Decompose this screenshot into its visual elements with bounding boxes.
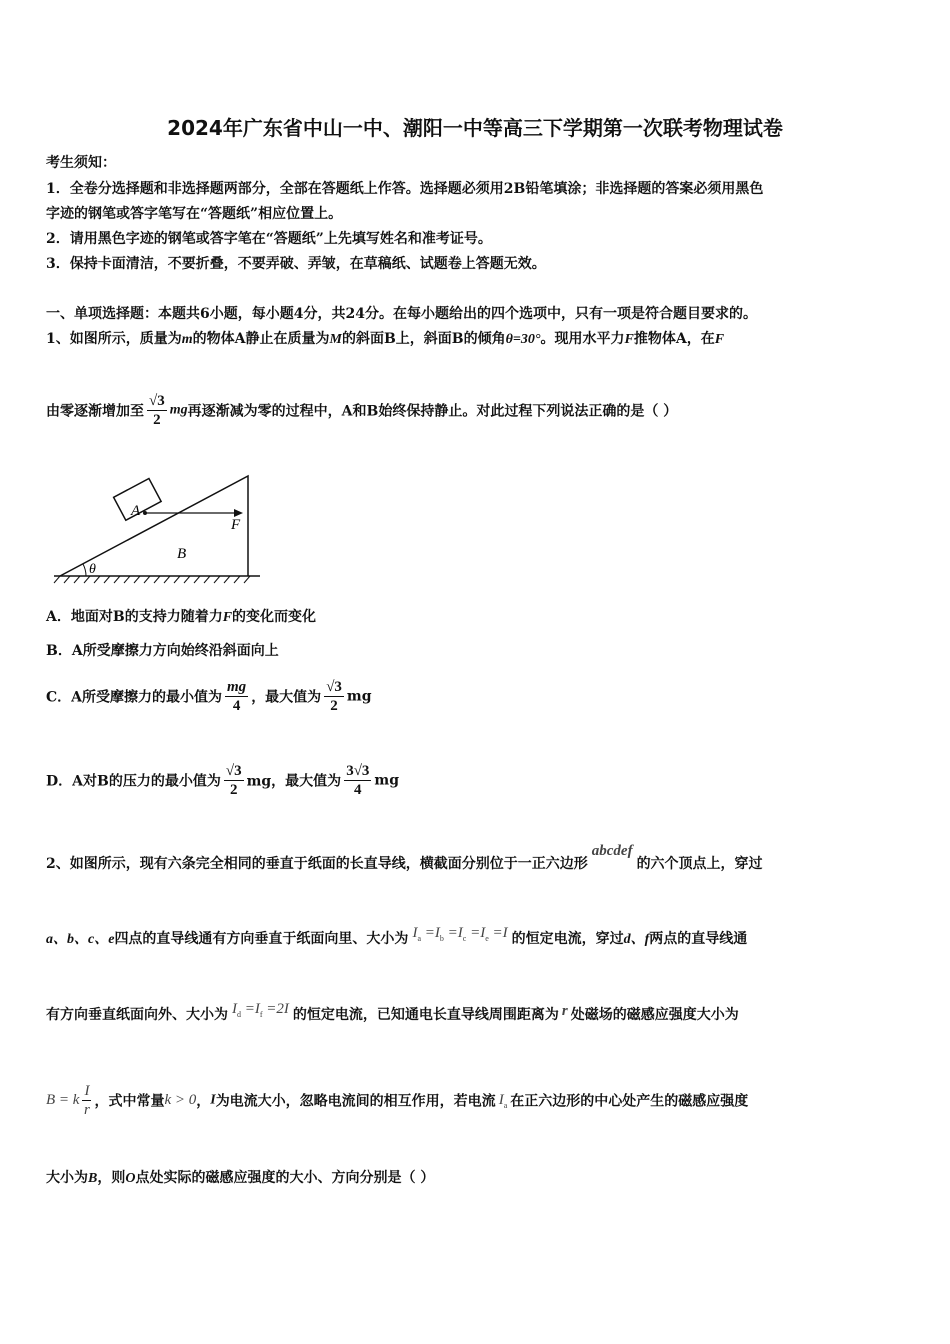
notice-item-1-cont: 字迹的钢笔或答字笔写在“答题纸”相应位置上。 (46, 206, 343, 222)
notice-item-1: 1．全卷分选择题和非选择题两部分，全部在答题纸上作答。选择题必须用2B铅笔填涂；非选择题的答案必须用黑色 (46, 181, 764, 197)
label-B: B (177, 546, 187, 562)
q2-stem-line2: a、b、c、e四点的直导线通有方向垂直于纸面向里、大小为 $I_a =I_b =I_c =I_e =I$ 的恒定电流，穿过d、f两点的直导线通 (46, 925, 748, 947)
incline-figure (50, 470, 265, 585)
notice-heading: 考生须知： (46, 155, 116, 171)
q1-option-d: D．A对B的压力的最小值为 $\frac{√3}{2}$ mg，最大值为 $\frac{3√3}{4}$ mg (46, 763, 400, 798)
page-title: 2024年广东省中山一中、潮阳一中等高三下学期第一次联考物理试卷 (167, 116, 783, 140)
q1-option-b: B．A所受摩擦力方向始终沿斜面向上 (46, 643, 279, 659)
label-F: F (231, 517, 241, 533)
q1-stem-line2: 由零逐渐增加至 $\frac{√3}{2}$ mg再逐渐减为零的过程中，A和B始终保持静止。对此过程下列说法正确的是（ ） (46, 393, 678, 428)
q1-stem-line1: 1、如图所示，质量为m的物体A静止在质量为M的斜面B上，斜面B的倾角θ=30°。现用水平力F推物体A，在F (46, 331, 725, 347)
q2-stem-line3: 有方向垂直纸面向外、大小为 $I_d =I_f =2I$ 的恒定电流，已知通电长直导线周围距离为 r 处磁场的磁感应强度大小为 (46, 1001, 739, 1023)
q1-option-a: A．地面对B的支持力随着力F的变化而变化 (46, 609, 317, 625)
notice-item-3: 3．保持卡面清洁，不要折叠，不要弄破、弄皱，在草稿纸、试题卷上答题无效。 (46, 256, 546, 272)
q2-stem-line4: B = k $\frac{I}{r}$ ，式中常量k > 0，I为电流大小，忽略电流间的相互作用，若电流 $I_a$ 在正六边形的中心处产生的磁感应强度 (46, 1083, 749, 1118)
q2-stem-line5: 大小为B，则O点处实际的磁感应强度的大小、方向分别是（ ） (46, 1170, 435, 1186)
label-theta: θ (89, 562, 96, 577)
frac-sqrt3-over-2: $\frac{√3}{2}$ (149, 393, 165, 428)
section-heading: 一、单项选择题：本题共6小题，每小题4分，共24分。在每小题给出的四个选项中，只有一项是符合题目要求的。 (46, 306, 757, 322)
q1-option-c: C．A所受摩擦力的最小值为 $\frac{mg}{4}$ ，最大值为 $\frac{√3}{2}$ mg (46, 679, 372, 714)
q2-stem-line1: 2、如图所示，现有六条完全相同的垂直于纸面的长直导线，横截面分别位于一正六边形abcdef的六个顶点上，穿过 (46, 843, 763, 872)
label-A: A (131, 503, 141, 519)
notice-item-2: 2．请用黑色字迹的钢笔或答字笔在“答题纸”上先填写姓名和准考证号。 (46, 231, 492, 247)
